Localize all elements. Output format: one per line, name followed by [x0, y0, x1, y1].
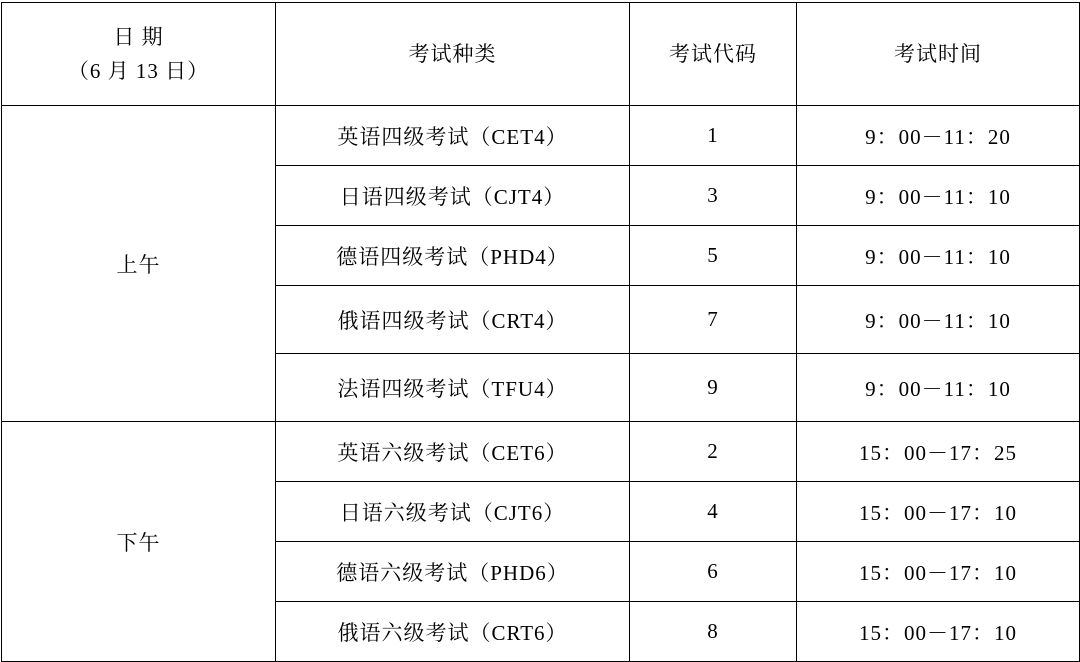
exam-time: 9：00－11：10	[797, 286, 1080, 354]
exam-code: 3	[630, 166, 797, 226]
exam-time: 15：00－17：10	[797, 542, 1080, 602]
exam-type: 德语六级考试（PHD6）	[276, 542, 630, 602]
exam-time: 15：00－17：25	[797, 422, 1080, 482]
exam-type: 俄语四级考试（CRT4）	[276, 286, 630, 354]
exam-time: 15：00－17：10	[797, 602, 1080, 662]
exam-type: 英语六级考试（CET6）	[276, 422, 630, 482]
exam-code: 9	[630, 354, 797, 422]
header-date-line1: 日 期	[113, 25, 164, 49]
exam-time: 9：00－11：10	[797, 166, 1080, 226]
exam-type: 德语四级考试（PHD4）	[276, 226, 630, 286]
table-row	[2, 106, 1080, 166]
exam-code: 5	[630, 226, 797, 286]
exam-code: 7	[630, 286, 797, 354]
header-date	[2, 3, 276, 106]
exam-schedule-document	[0, 2, 1080, 649]
table-row	[2, 422, 1080, 482]
exam-time: 15：00－17：10	[797, 482, 1080, 542]
exam-type: 日语六级考试（CJT6）	[276, 482, 630, 542]
exam-code: 1	[630, 106, 797, 166]
exam-code: 8	[630, 602, 797, 662]
exam-time: 9：00－11：10	[797, 226, 1080, 286]
session-label-morning: 上午	[2, 106, 276, 422]
table-header-row	[2, 3, 1080, 106]
exam-code: 2	[630, 422, 797, 482]
header-exam-code: 考试代码	[630, 3, 797, 106]
header-exam-time: 考试时间	[797, 3, 1080, 106]
exam-type: 法语四级考试（TFU4）	[276, 354, 630, 422]
exam-schedule-table	[1, 2, 1080, 662]
exam-type: 日语四级考试（CJT4）	[276, 166, 630, 226]
exam-code: 6	[630, 542, 797, 602]
exam-time: 9：00－11：20	[797, 106, 1080, 166]
exam-type: 英语四级考试（CET4）	[276, 106, 630, 166]
exam-type: 俄语六级考试（CRT6）	[276, 602, 630, 662]
exam-time: 9：00－11：10	[797, 354, 1080, 422]
header-date-line2: （6 月 13 日）	[67, 59, 210, 83]
session-label-afternoon: 下午	[2, 422, 276, 662]
exam-code: 4	[630, 482, 797, 542]
header-exam-type: 考试种类	[276, 3, 630, 106]
